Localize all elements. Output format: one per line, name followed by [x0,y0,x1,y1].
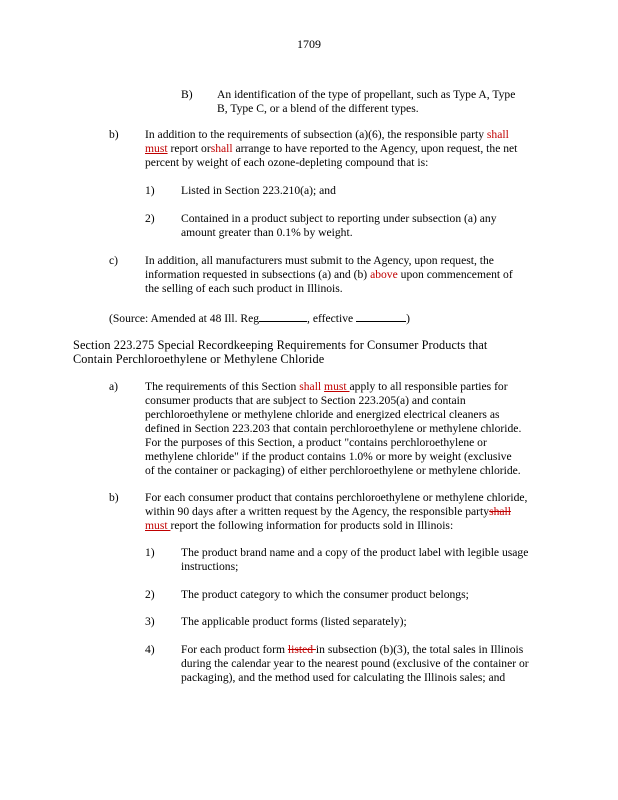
item-B-label: B) [181,88,193,101]
section-heading-line2: Contain Perchloroethylene or Methylene Chloride [73,352,325,366]
blank-line [356,310,406,322]
sec210-b-item2-line1: Contained in a product subject to reporting under subsection (a) any [181,212,497,225]
sec210-c-line3: the selling of each such product in Illinois. [145,282,343,295]
sec210-b-line1: In addition to the requirements of subsection (a)(6), the responsible party shall [145,128,509,141]
inserted-text: must [324,380,350,393]
sec275-a-line4: defined in Section 223.203 that contain perchloroethylene or methylene chloride. [145,422,522,435]
inserted-text: must [145,519,171,532]
sec210-c-label: c) [109,254,119,267]
sec275-b-line2: within 90 days after a written request by the Agency, the responsible partyshall [145,505,511,518]
sec275-b-item2-text: The product category to which the consumer product belongs; [181,588,469,601]
sec210-c-line2: information requested in subsections (a) and (b) above upon commencement of [145,268,513,281]
sec275-b-line1: For each consumer product that contains perchloroethylene or methylene chloride, [145,491,528,504]
sec275-a-line7: of the container or packaging) of either perchloroethylene or methylene chloride. [145,464,521,477]
deleted-text: listed [287,643,316,656]
sec275-b-item3-text: The applicable product forms (listed separately); [181,615,407,628]
sec275-a-line6: methylene chloride" if the product contains 1.0% or more by weight (exclusive [145,450,512,463]
sec275-b-item4-line2: during the calendar year to the nearest pound (exclusive of the container or [181,657,529,670]
sec210-b-item1-label: 1) [145,184,155,197]
sec210-b-line3: percent by weight of each ozone-depleting compound that is: [145,156,429,169]
sec275-b-item2-label: 2) [145,588,155,601]
sec275-b-item3-label: 3) [145,615,155,628]
sec275-b-label: b) [109,491,119,504]
sec210-b-line2: must report orshall arrange to have reported to the Agency, upon request, the net [145,142,518,155]
sec210-b-label: b) [109,128,119,141]
item-B-line2: B, Type C, or a blend of the different types. [217,102,419,115]
sec275-a-line3: perchloroethylene or methylene chloride and energized electrical cleaners as [145,408,500,421]
sec210-b-item1-text: Listed in Section 223.210(a); and [181,184,336,197]
sec275-b-item4-line1: For each product form listed in subsection (b)(3), the total sales in Illinois [181,643,524,656]
sec210-c-line1: In addition, all manufacturers must submit to the Agency, upon request, the [145,254,494,267]
sec275-b-item1-line1: The product brand name and a copy of the product label with legible usage [181,546,529,559]
sec210-b-item2-line2: amount greater than 0.1% by weight. [181,226,353,239]
sec275-a-label: a) [109,380,119,393]
inserted-text: shall [299,380,322,393]
sec210-b-item2-label: 2) [145,212,155,225]
inserted-text: above [370,268,398,281]
inserted-text: shall [210,142,233,155]
sec275-b-item4-label: 4) [145,643,155,656]
sec275-a-line5: For the purposes of this Section, a product "contains perchloroethylene or [145,436,487,449]
section-heading-line1: Section 223.275 Special Recordkeeping Requirements for Consumer Products that [73,338,488,352]
inserted-text: must [145,142,168,155]
sec275-b-item1-line2: instructions; [181,560,239,573]
deleted-text: shall [489,505,511,518]
sec275-a-line2: consumer products that are subject to Section 223.205(a) and contain [145,394,466,407]
inserted-text: shall [486,128,509,141]
sec275-a-line1: The requirements of this Section shall must apply to all responsible parties for [145,380,508,393]
page-number: 1709 [297,37,321,51]
source-note: (Source: Amended at 48 Ill. Reg , effective ) [109,312,410,325]
item-B-line1: An identification of the type of propellant, such as Type A, Type [217,88,516,101]
sec275-b-item1-label: 1) [145,546,155,559]
sec275-b-line3: must report the following information for products sold in Illinois: [145,519,454,532]
sec275-b-item4-line3: packaging), and the method used for calculating the Illinois sales; and [181,671,506,684]
blank-line [259,310,307,322]
